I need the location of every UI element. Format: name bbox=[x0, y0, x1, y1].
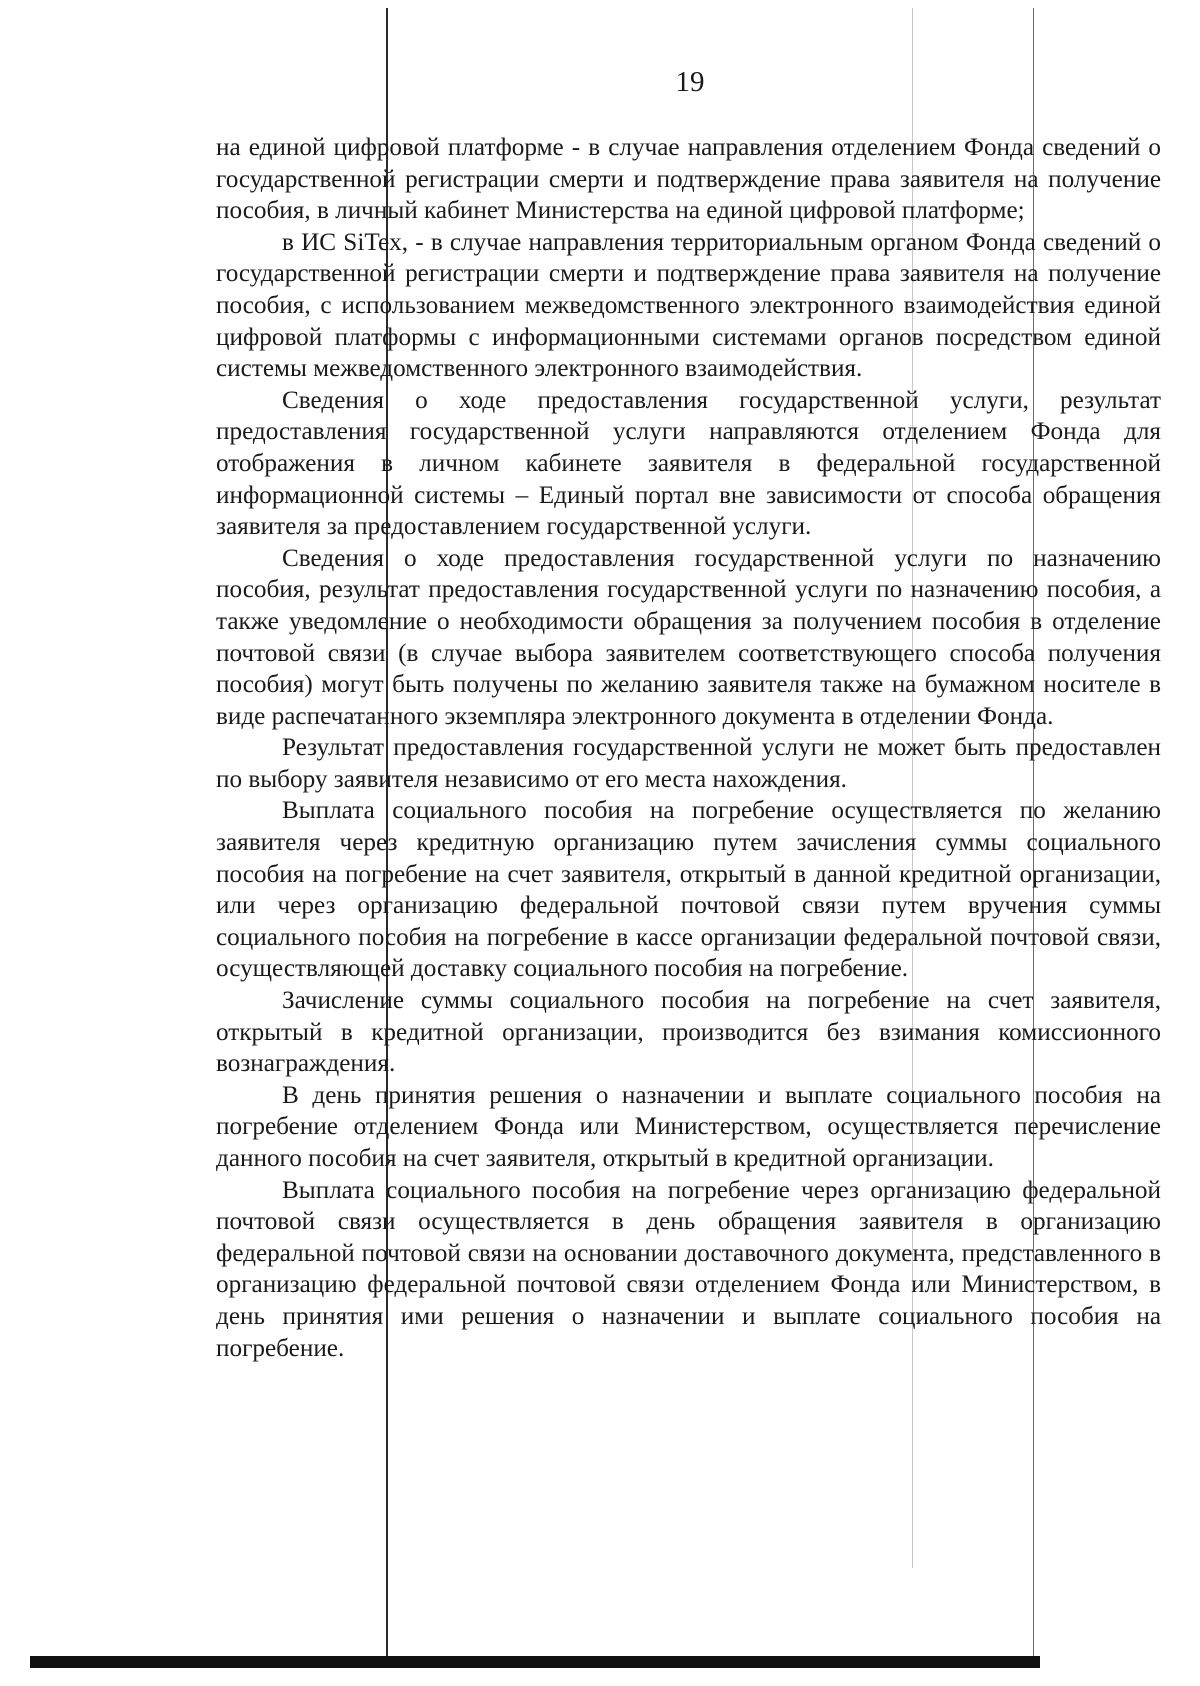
paragraph: Результат предоставления государственной услуги не может быть предоставлен по выбору заявителя независимо от его места нахождения. bbox=[216, 734, 1161, 793]
paragraph: Зачисление суммы социального пособия на погребение на счет заявителя, открытый в кредитной организации, производится без взимания комиссионного вознаграждения. bbox=[216, 987, 1161, 1078]
paragraph: Сведения о ходе предоставления государственной услуги по назначению пособия, результат предоставления государственной услуги по назначению пособия, а также уведомление о необходимости обращения за получением пособия в отделение почтовой связи (в случае выбора заявителем соответствующего способа получения пособия) могут быть получены по желанию заявителя также на бумажном носителе в виде распечатанного экземпляра электронного документа в отделении Фонда. bbox=[216, 544, 1161, 730]
paragraph: В день принятия решения о назначении и выплате социального пособия на погребение отделением Фонда или Министерством, осуществляется перечисление данного пособия на счет заявителя, открытый в кредитной организации. bbox=[216, 1081, 1161, 1172]
document-body bbox=[216, 132, 1161, 1364]
page-number: 19 bbox=[675, 66, 705, 98]
scan-artifact-bottom-bar bbox=[30, 1656, 1040, 1668]
paragraph: в ИС SiTex, - в случае направления территориальным органом Фонда сведений о государственной регистрации смерти и подтверждение права заявителя на получение пособия, с использованием межведомственного электронного взаимодействия единой цифровой платформы с информационными системами органов посредством единой системы межведомственного электронного взаимодействия. bbox=[216, 228, 1161, 383]
paragraph: Выплата социального пособия на погребение осуществляется по желанию заявителя через кредитную организацию путем зачисления суммы социального пособия на погребение на счет заявителя, открытый в данной кредитной организации, или через организацию федеральной почтовой связи путем вручения суммы социального пособия на погребение в кассе организации федеральной почтовой связи, осуществляющей доставку социального пособия на погребение. bbox=[216, 797, 1161, 983]
paragraph: Выплата социального пособия на погребение через организацию федеральной почтовой связи осуществляется в день обращения заявителя в организацию федеральной почтовой связи на основании доставочного документа, представленного в организацию федеральной почтовой связи отделением Фонда или Министерством, в день принятия ими решения о назначении и выплате социального пособия на погребение. bbox=[216, 1176, 1161, 1362]
paragraph: Сведения о ходе предоставления государственной услуги, результат предоставления государственной услуги направляются отделением Фонда для отображения в личном кабинете заявителя в федеральной государственной информационной системы – Единый портал вне зависимости от способа обращения заявителя за предоставлением государственной услуги. bbox=[216, 386, 1161, 541]
paragraph: на единой цифровой платформе - в случае направления отделением Фонда сведений о государственной регистрации смерти и подтверждение права заявителя на получение пособия, в личный кабинет Министерства на единой цифровой платформе; bbox=[216, 134, 1161, 225]
